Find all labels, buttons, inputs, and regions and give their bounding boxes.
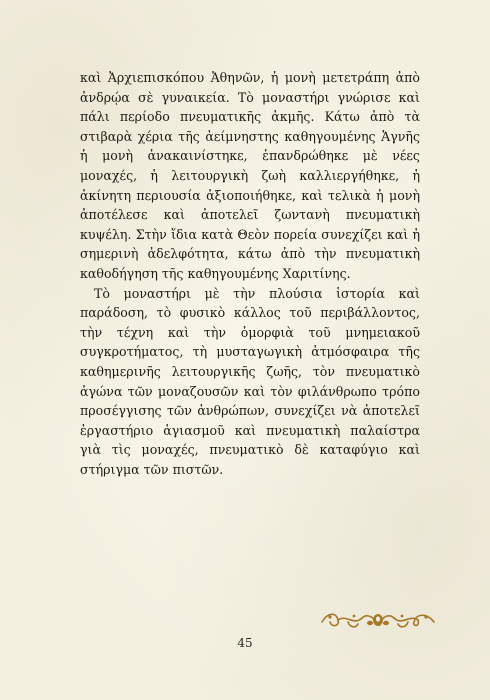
body-text xyxy=(80,68,420,479)
floral-ornament-icon xyxy=(318,608,438,632)
paragraph-2: Τὸ μοναστήρι μὲ τὴν πλούσια ἱστορία καὶ παράδοση, τὸ φυσικὸ κάλλος τοῦ περιβάλλοντος, τὴν τέχνη καὶ τὴν ὀμορφιὰ τοῦ μνημειακοῦ συγκροτήματος, τὴ μυσταγωγικὴ ἀτμόσφαιρα τῆς καθημερινῆς λειτουργικῆς ζωῆς, τὸν πνευματικὸ ἀγώνα τῶν μοναζουσῶν καὶ τὸν φιλάνθρωπο τρόπο προσέγγισης τῶν ἀνθρώπων, συνεχίζει νὰ ἀποτελεῖ ἐργαστήριο ἁγιασμοῦ καὶ πνευματικὴ παλαίστρα γιὰ τὶς μοναχές, πνευματικὸ δὲ καταφύγιο καὶ στήριγμα τῶν πιστῶν. xyxy=(80,285,420,477)
page-number: 45 xyxy=(237,636,253,650)
paragraph-1: καὶ Ἀρχιεπισκόπου Ἀθηνῶν, ἡ μονὴ μετετράπη ἀπὸ ἀνδρῴα σὲ γυναικεία. Τὸ μοναστήρι γνώρισε καὶ πάλι περίοδο πνευματικῆς ἀκμῆς. Κάτω ἀπὸ τὰ στιβαρὰ χέρια τῆς ἀείμνηστης καθηγουμένης Ἁγνῆς ἡ μονὴ ἀνακαινίστηκε, ἐπανδρώθηκε μὲ νέες μοναχές, ἡ λειτουργικὴ ζωὴ καλλιεργήθηκε, ἡ ἀκίνητη περιουσία ἀξιοποιήθηκε, καὶ τελικὰ ἡ μονὴ ἀποτέλεσε καὶ ἀποτελεῖ ζωντανὴ πνευματικὴ κυψέλη. Στὴν ἴδια κατὰ Θεὸν πορεία συνεχίζει καὶ ἡ σημερινὴ ἀδελφότητα, κάτω ἀπὸ τὴν πνευματικὴ καθοδήγηση τῆς καθηγουμένης Χαριτίνης. xyxy=(80,70,420,281)
